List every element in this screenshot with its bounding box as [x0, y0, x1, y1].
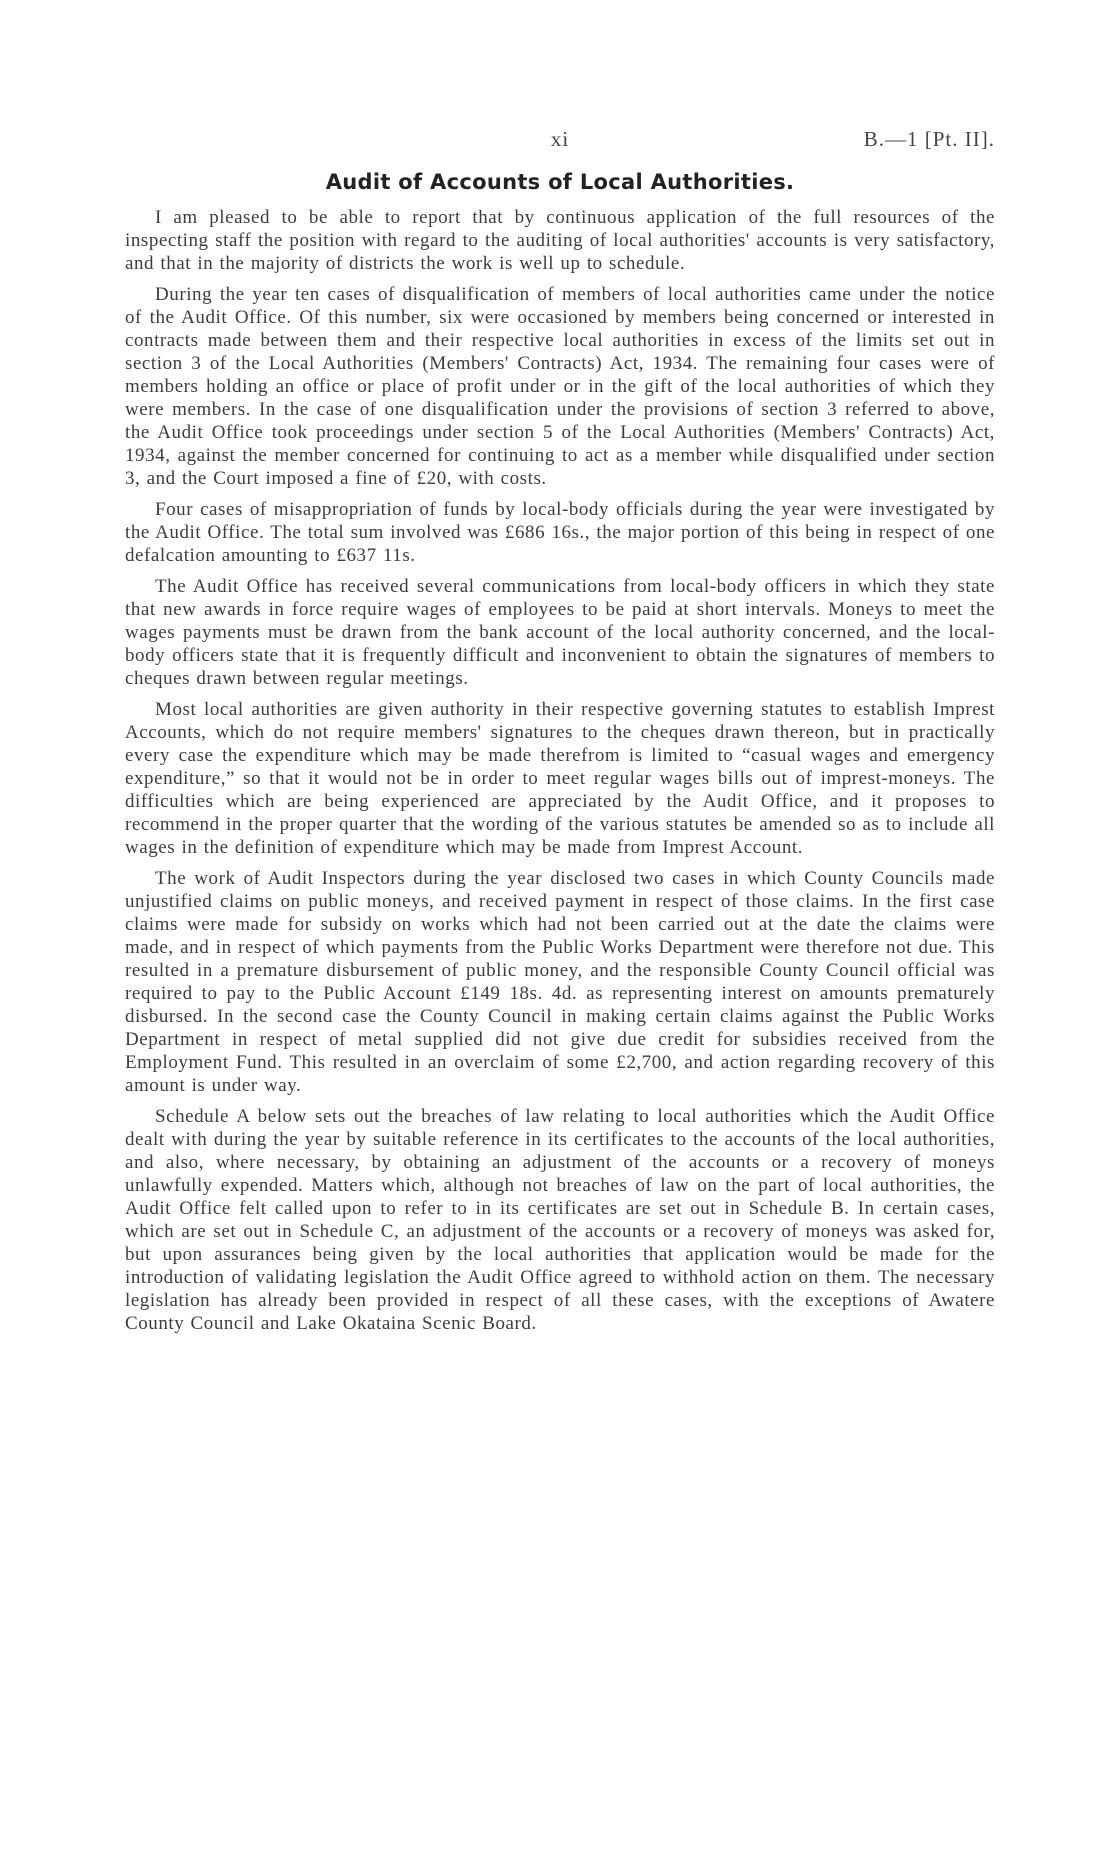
paragraph-imprest-accounts: Most local authorities are given authority in their respective governing statutes to establish Imprest Accounts, which do not require members' signatures to the cheques drawn thereon, but in practically every case the expenditure which may be made therefrom is limited to “casual wages and emergency expenditure,” so that it would not be in order to meet regular wages bills out of imprest-moneys. The difficulties which are being experienced are appreciated by the Audit Office, and it proposes to recommend in the proper quarter that the wording of the various statutes be amended so as to include all wages in the definition of expenditure which may be made from Imprest Account.: [125, 699, 995, 858]
paragraph-audit-position: I am pleased to be able to report that by continuous application of the full resources of the inspecting staff the position with regard to the auditing of local authorities' accounts is very satisfactory, and that in the majority of districts the work is well up to schedule.: [125, 207, 995, 274]
paragraph-schedules: Schedule A below sets out the breaches of law relating to local authorities which the Audit Office dealt with during the year by suitable reference in its certificates to the accounts of the local authorities, and also, where necessary, by obtaining an adjustment of the accounts or a recovery of moneys unlawfully expended. Matters which, although not breaches of law on the part of local authorities, the Audit Office felt called upon to refer to in its certificates are set out in Schedule B. In certain cases, which are set out in Schedule C, an adjustment of the accounts or a recovery of moneys was asked for, but upon assurances being given by the local authorities that application would be made for the introduction of validating legislation the Audit Office agreed to withhold action on them. The necessary legislation has already been provided in respect of all these cases, with the exceptions of Awatere County Council and Lake Okataina Scenic Board.: [125, 1106, 995, 1334]
section-title: Audit of Accounts of Local Authorities.: [325, 170, 795, 194]
paragraph-wages-payments: The Audit Office has received several communications from local-body officers in which they state that new awards in force require wages of employees to be paid at short intervals. Moneys to meet the wages payments must be drawn from the bank account of the local authority concerned, and the local-body officers state that it is frequently difficult and inconvenient to obtain the signatures of members to cheques drawn between regular meetings.: [125, 576, 995, 689]
paragraph-county-councils: The work of Audit Inspectors during the year disclosed two cases in which County Councils made unjustified claims on public moneys, and received payment in respect of those claims. In the first case claims were made for subsidy on works which had not been carried out at the date the claims were made, and in respect of which payments from the Public Works Department were therefore not due. This resulted in a premature disbursement of public money, and the responsible County Council official was required to pay to the Public Account £149 18s. 4d. as representing interest on amounts prematurely disbursed. In the second case the County Council in making certain claims against the Public Works Department in respect of metal supplied did not give due credit for subsidies received from the Employment Fund. This resulted in an overclaim of some £2,700, and action regarding recovery of this amount is under way.: [125, 868, 995, 1096]
paragraph-misappropriation: Four cases of misappropriation of funds by local-body officials during the year were investigated by the Audit Office. The total sum involved was £686 16s., the major portion of this being in respect of one defalcation amounting to £637 11s.: [125, 499, 995, 566]
document-reference: B.—1 [Pt. II].: [863, 127, 995, 151]
paragraph-disqualification: During the year ten cases of disqualification of members of local authorities came under the notice of the Audit Office. Of this number, six were occasioned by members being concerned or interested in contracts made between them and their respective local authorities in excess of the limits set out in section 3 of the Local Authorities (Members' Contracts) Act, 1934. The remaining four cases were of members holding an office or place of profit under or in the gift of the local authorities of which they were members. In the case of one disqualification under the provisions of section 3 referred to above, the Audit Office took proceedings under section 5 of the Local Authorities (Members' Contracts) Act, 1934, against the member concerned for continuing to act as a member while disqualified under section 3, and the Court imposed a fine of £20, with costs.: [125, 284, 995, 489]
page-number: xi: [550, 127, 570, 151]
body-text: [125, 206, 995, 1343]
running-header: [125, 127, 995, 157]
